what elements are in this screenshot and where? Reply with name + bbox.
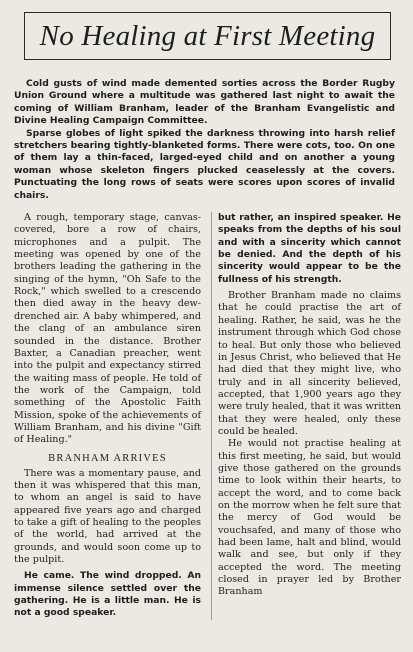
headline-box [24, 12, 391, 60]
right-paragraph-1: but rather, an inspired speaker. He speaks from the depths of his soul and with a sincerity which cannot be denied. And the depth of his sincerity would appear to be the fullness of his strength. [218, 212, 401, 285]
right-paragraph-3: He would not practise healing at this first meeting, he said, but would give those gathered on the grounds time to look within their hearts, to accept the word, and to come back on the morrow when he felt sure that the mercy of God would be vouchsafed, and many of those who had been lame, halt and blind, would walk and see, but only if they accepted the word. The meeting closed in prayer led by Brother Branham [218, 438, 401, 598]
headline: No Healing at First Meeting [39, 19, 376, 52]
lead-paragraph-2: Sparse globes of light spiked the darkness throwing into harsh relief stretchers bearing tightly-blanketed forms. There were cots, too. On one of them lay a thin-faced, larged-eyed child and on another a young woman whose skeleton fingers plucked ceaselessly at the covers. Punctuating the long rows of seats were scores upon scores of invalid chairs. [14, 127, 395, 201]
left-column [14, 212, 201, 620]
subheading: BRANHAM ARRIVES [48, 452, 167, 464]
left-paragraph-3: He came. The wind dropped. An immense silence settled over the gathering. He is a little man. He is not a good speaker. [14, 570, 201, 619]
lead-paragraphs [14, 78, 395, 202]
left-paragraph-1: A rough, temporary stage, canvas-covered, bore a row of chairs, microphones and a pulpit. The meeting was opened by one of the brothers leading the gathering in the singing of the hymn, "Oh Safe to the Rock," which swelled to a crescendo then died away in the heavy dew-drenched air. A baby whimpered, and the clang of an ambulance siren sounded in the distance. Brother Baxter, a Canadian preacher, went into the pulpit and expectancy stirred the waiting mass of people. He told of the work of the Campaign, told something of the Apostolic Faith Mission, spoke of the achievements of William Branham, and his divine "Gift of Healing." [14, 212, 201, 446]
left-paragraph-2: There was a momentary pause, and then it was whispered that this man, to whom an angel is said to have appeared five years ago and charged to take a gift of healing to the peoples of the world, had arrived at the grounds, and would soon come up to the pulpit. [14, 467, 201, 565]
right-column [211, 212, 401, 620]
article-columns [14, 212, 403, 620]
lead-paragraph-1: Cold gusts of wind made demented sorties across the Border Rugby Union Ground where a multitude was gathered last night to await the coming of William Branham, leader of the Branham Evangelistic and Divine Healing Campaign Committee. [14, 78, 395, 127]
newspaper-clipping [0, 12, 413, 652]
right-paragraph-2: Brother Branham made no claims that he could practise the art of healing. Rather, he said, was he the instrument through which God chose to heal. But only those who believed in Jesus Christ, who believed that He had died that they might live, who truly and in all sincerity believed, accepted, that 1,900 years ago they were truly healed, that it was written that they were healed, only these could be healed. [218, 290, 401, 437]
